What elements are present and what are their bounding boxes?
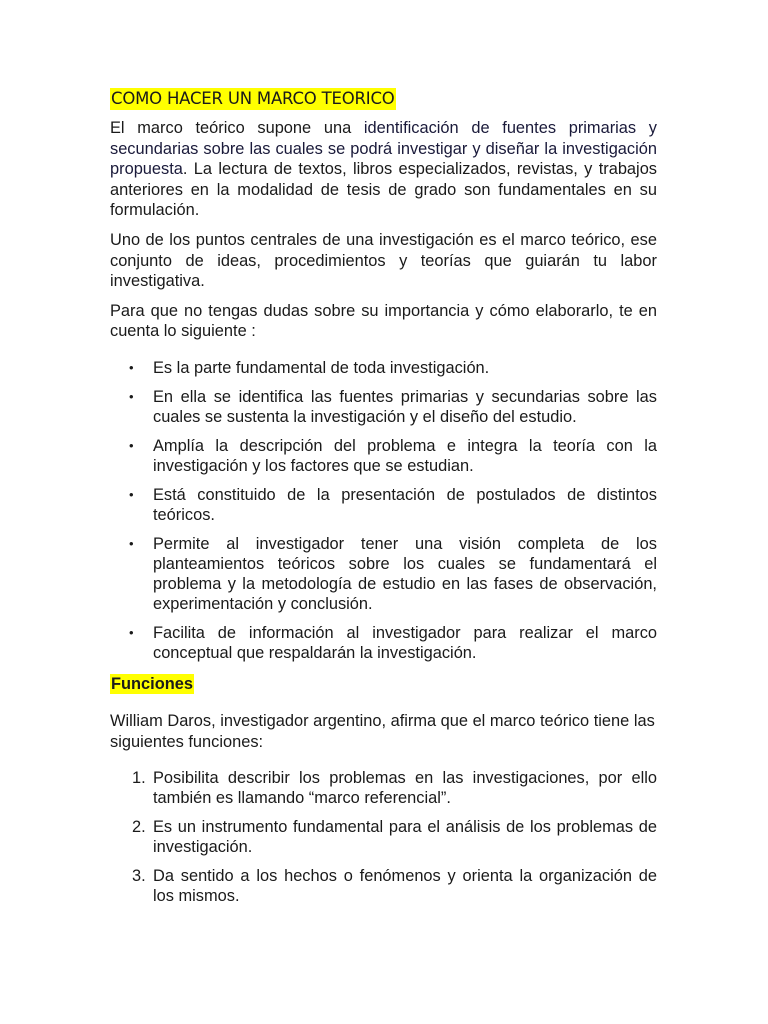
bullet-icon: •	[129, 486, 134, 502]
list-item-number: 1.	[132, 769, 146, 788]
bullet-icon: •	[129, 535, 134, 551]
intro-pre: El marco teórico supone una	[110, 119, 364, 137]
list-item	[110, 817, 657, 857]
functions-intro-paragraph: William Daros, investigador argentino, afirma que el marco teórico tiene las siguientes funciones:	[110, 711, 655, 751]
list-item-text: Posibilita describir los problemas en las investigaciones, por ello también es llamando “marco referencial”.	[153, 769, 657, 808]
intro-paragraph	[110, 118, 657, 221]
functions-list	[110, 768, 657, 906]
bullet-icon: •	[129, 437, 134, 453]
characteristics-list	[110, 358, 657, 663]
bullet-icon: •	[129, 624, 134, 640]
list-item-text: En ella se identifica las fuentes primarias y secundarias sobre las cuales se sustenta la investigación y el diseño del estudio.	[153, 387, 657, 426]
list-item	[110, 623, 657, 663]
list-item-text: Da sentido a los hechos o fenómenos y orienta la organización de los mismos.	[153, 867, 657, 906]
intro-highlighted-phrase: identificación de fuentes primarias y secundarias sobre las cuales se podrá investigar y diseñar la investigación propuesta	[110, 119, 658, 179]
list-item-text: Es la parte fundamental de toda investigación.	[153, 358, 490, 377]
list-item-text: Está constituido de la presentación de postulados de distintos teóricos.	[153, 485, 657, 524]
list-item	[110, 485, 657, 525]
list-item-text: Amplía la descripción del problema e integra la teoría con la investigación y los factores que se estudian.	[153, 436, 657, 475]
intro-post: . La lectura de textos, libros especializados, revistas, y trabajos anteriores en la modalidad de tesis de grado son fundamentales en su formulación.	[110, 160, 657, 220]
document-page	[110, 88, 657, 915]
list-item-number: 2.	[132, 818, 146, 837]
section-heading-funciones: Funciones	[111, 674, 193, 693]
paragraph-no-doubts: Para que no tengas dudas sobre su importancia y cómo elaborarlo, te en cuenta lo siguiente :	[110, 301, 657, 341]
list-item	[110, 436, 657, 476]
list-item	[110, 358, 657, 378]
list-item	[110, 534, 657, 614]
list-item-number: 3.	[132, 867, 146, 886]
bullet-icon: •	[129, 359, 134, 375]
list-item	[110, 866, 657, 906]
bullet-icon: •	[129, 388, 134, 404]
list-item	[110, 387, 657, 427]
list-item-text: Permite al investigador tener una visión completa de los planteamientos teóricos sobre los cuales se fundamentará el problema y la metodología de estudio en las fases de observación, experimentación y conclusión.	[153, 534, 657, 613]
list-item-text: Facilita de información al investigador para realizar el marco conceptual que respaldarán la investigación.	[153, 623, 657, 662]
document-title: COMO HACER UN MARCO TEORICO	[111, 89, 395, 108]
list-item	[110, 768, 657, 808]
paragraph-central-points: Uno de los puntos centrales de una investigación es el marco teórico, ese conjunto de ideas, procedimientos y teorías que guiarán tu labor investigativa.	[110, 230, 657, 291]
list-item-text: Es un instrumento fundamental para el análisis de los problemas de investigación.	[153, 818, 657, 857]
